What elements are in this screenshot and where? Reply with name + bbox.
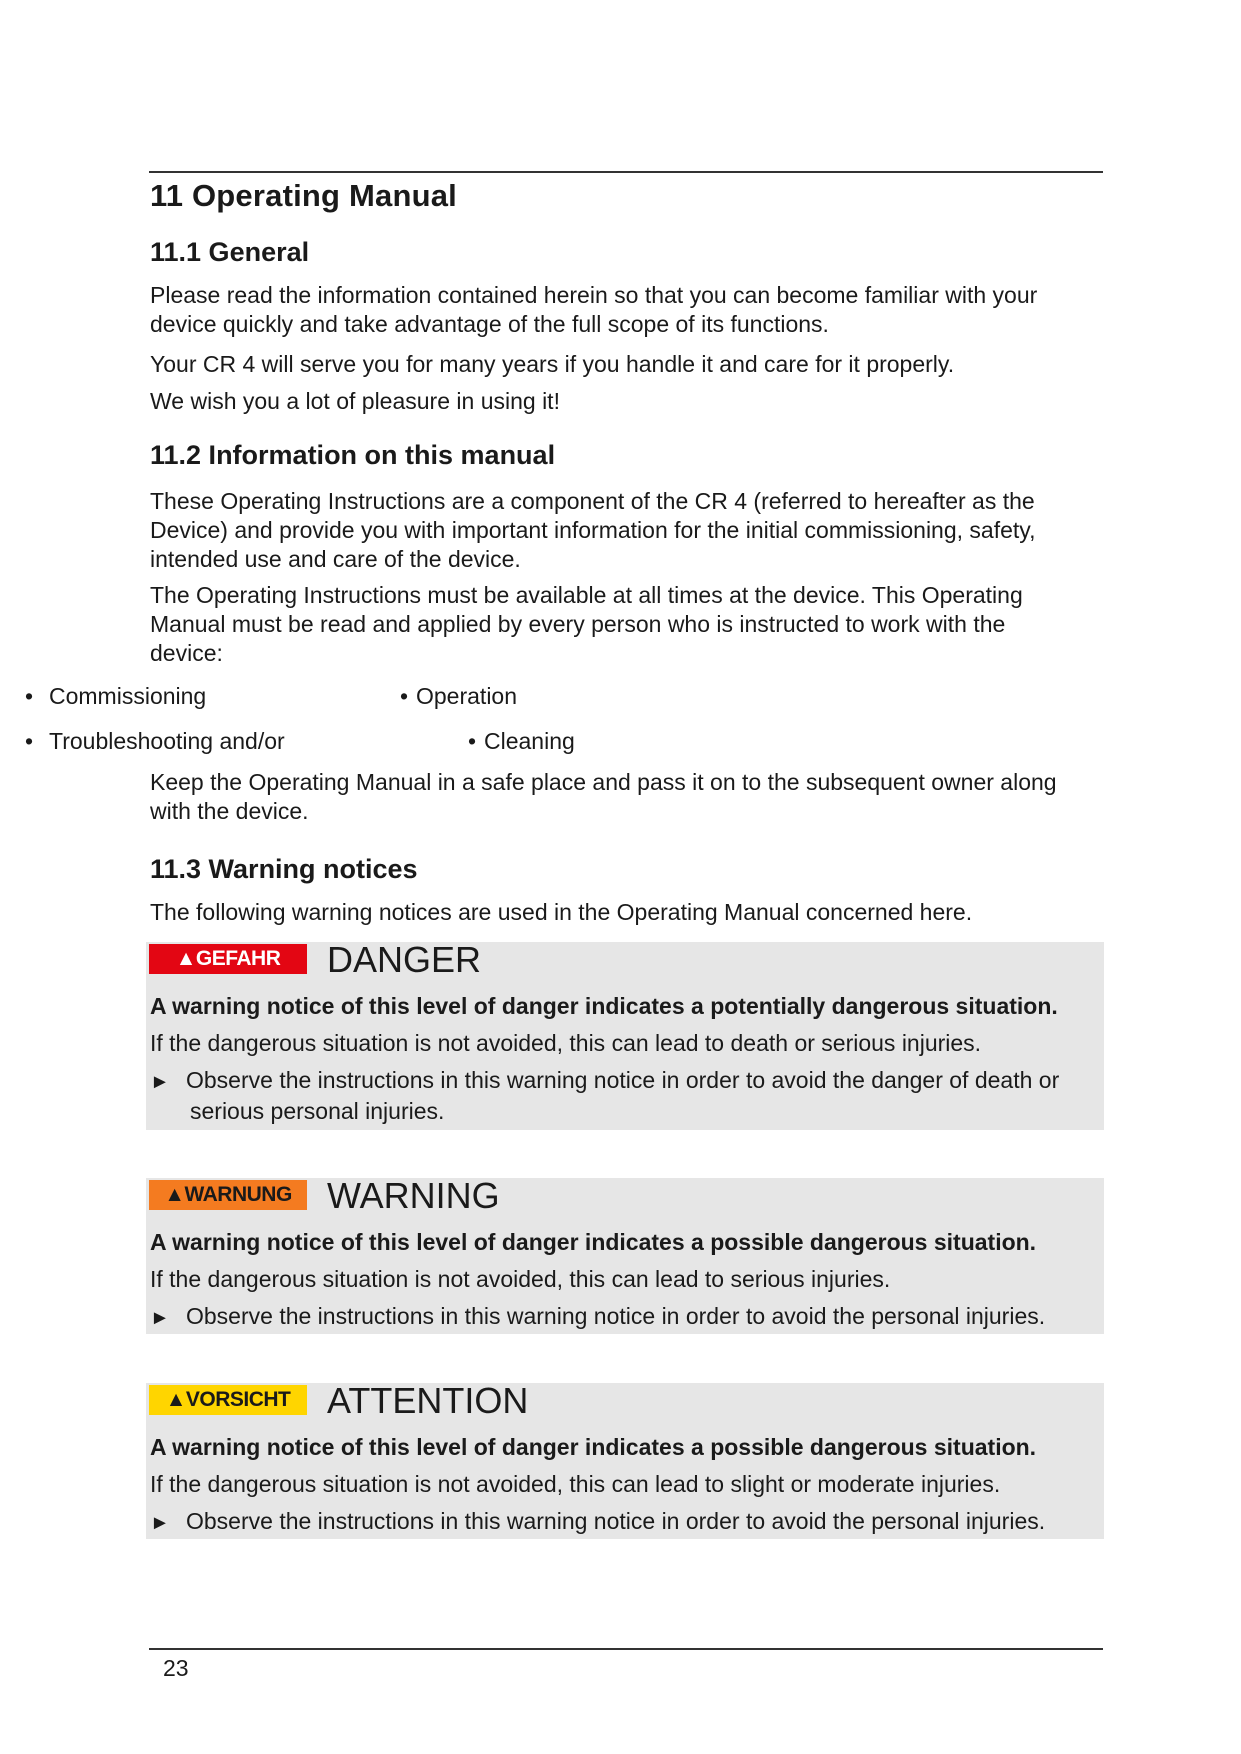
notice-description: A warning notice of this level of danger indicates a possible dangerous situation.	[150, 1434, 1037, 1460]
heading-information: 11.2 Information on this manual	[150, 440, 556, 470]
notice-description: A warning notice of this level of danger indicates a possible dangerous situation.	[150, 1229, 1037, 1255]
header-rule	[149, 171, 1103, 173]
arrow-icon: ►	[150, 1071, 170, 1093]
section-title: 11 Operating Manual	[150, 178, 457, 213]
list-item: • Commissioning	[25, 683, 207, 709]
info-paragraph-2: The Operating Instructions must be available at all times at the device. This Operating Manual must be read and applied by every person who is instructed to work with the device:	[150, 582, 1023, 666]
notice-consequence: If the dangerous situation is not avoided, this can lead to death or serious injuries.	[150, 1030, 982, 1056]
notice-instruction: ► Observe the instructions in this warning notice in order to avoid the personal injuries.	[150, 1302, 1100, 1333]
notice-title: ATTENTION	[327, 1380, 529, 1421]
footer-rule	[149, 1648, 1103, 1650]
gefahr-badge: ▲GEFAHR	[149, 944, 307, 974]
list-item: • Troubleshooting and/or	[25, 728, 285, 754]
arrow-icon: ►	[150, 1307, 170, 1329]
notice-title: WARNING	[327, 1175, 500, 1216]
vorsicht-badge: ▲VORSICHT	[149, 1385, 307, 1415]
list-item: • Cleaning	[468, 728, 575, 754]
notice-title: DANGER	[327, 939, 482, 980]
notice-consequence: If the dangerous situation is not avoided, this can lead to serious injuries.	[150, 1266, 891, 1292]
info-paragraph-3: Keep the Operating Manual in a safe place and pass it on to the subsequent owner along with the device.	[150, 769, 1057, 824]
danger-notice	[146, 939, 1104, 1130]
notice-consequence: If the dangerous situation is not avoided, this can lead to slight or moderate injuries.	[150, 1471, 1001, 1497]
general-paragraph-1: Please read the information contained herein so that you can become familiar with your device quickly and take advantage of the full scope of its functions.	[150, 282, 1038, 337]
warning-notice	[146, 1175, 1104, 1334]
page-number: 23	[163, 1655, 189, 1681]
list-item: • Operation	[400, 683, 518, 709]
heading-general: 11.1 General	[150, 237, 310, 267]
info-paragraph-1: These Operating Instructions are a component of the CR 4 (referred to hereafter as the Device) and provide you with important information for the initial commissioning, safety, intended use and care of the device.	[150, 488, 1036, 572]
arrow-icon: ►	[150, 1512, 170, 1534]
warnung-badge: ▲WARNUNG	[149, 1180, 307, 1210]
notice-description: A warning notice of this level of danger indicates a potentially dangerous situation.	[150, 993, 1058, 1019]
notice-instruction: ► Observe the instructions in this warning notice in order to avoid the personal injuries.	[150, 1507, 1100, 1538]
warnings-intro: The following warning notices are used in the Operating Manual concerned here.	[150, 899, 973, 925]
attention-notice	[146, 1380, 1104, 1539]
general-paragraph-3: We wish you a lot of pleasure in using it!	[150, 388, 560, 414]
heading-warnings: 11.3 Warning notices	[150, 854, 418, 884]
general-paragraph-2: Your CR 4 will serve you for many years if you handle it and care for it properly.	[150, 351, 955, 377]
notice-instruction: ► Observe the instructions in this warning notice in order to avoid the danger of death or serious personal injuries.	[150, 1067, 1060, 1124]
